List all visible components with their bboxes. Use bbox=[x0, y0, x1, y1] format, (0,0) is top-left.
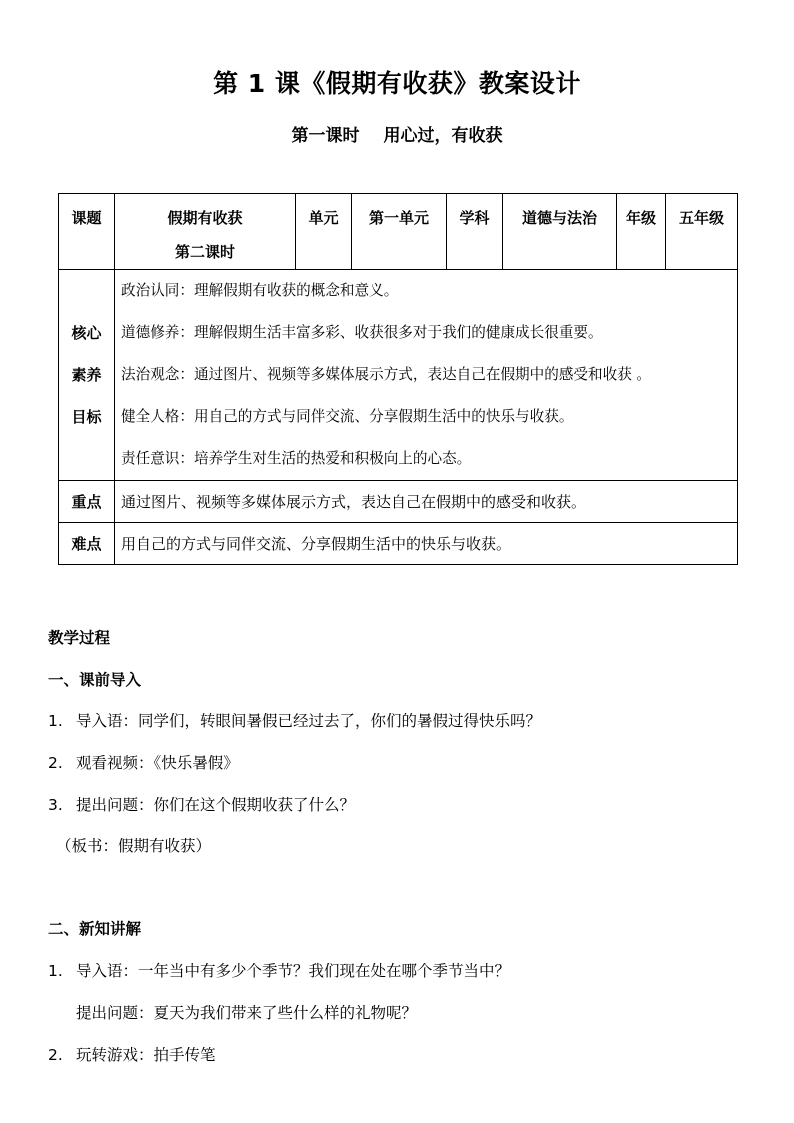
objective-line: 责任意识：培养学生对生活的热爱和积极向上的心态。 bbox=[121, 450, 472, 467]
subtitle-lesson: 第一课时 bbox=[291, 126, 360, 146]
unit-value-cell: 第一单元 bbox=[352, 194, 447, 270]
list-item: 1. 导入语：同学们，转眼间暑假已经过去了，你们的暑假过得快乐吗？ bbox=[48, 712, 542, 730]
list-item: 2. 玩转游戏：拍手传笔 bbox=[48, 1046, 216, 1064]
board-note: （板书：假期有收获） bbox=[56, 837, 212, 855]
objective-line: 政治认同：理解假期有收获的概念和意义。 bbox=[121, 282, 399, 299]
subtitle-theme: 用心过，有收获 bbox=[383, 126, 503, 146]
list-item-subline: 提出问题：夏天为我们带来了些什么样的礼物呢？ bbox=[76, 1004, 418, 1022]
objectives-label-cell: 核心 素养 目标 bbox=[59, 270, 115, 481]
objective-line: 法治观念：通过图片、视频等多媒体展示方式，表达自己在假期中的感受和收获 。 bbox=[121, 366, 652, 383]
key-point-text: 通过图片、视频等多媒体展示方式，表达自己在假期中的感受和收获。 bbox=[115, 481, 738, 523]
course-value-cell: 假期有收获 第二课时 bbox=[115, 194, 296, 270]
list-item: 2. 观看视频：《快乐暑假》 bbox=[48, 754, 239, 772]
section1-heading: 一、课前导入 bbox=[48, 671, 142, 689]
subject-label-cell: 学科 bbox=[447, 194, 503, 270]
course-label-cell: 课题 bbox=[59, 194, 115, 270]
lesson-plan-table bbox=[58, 193, 738, 565]
objective-line: 道德修养：理解假期生活丰富多彩、收获很多对于我们的健康成长很重要。 bbox=[121, 324, 603, 341]
objectives-content-cell bbox=[115, 270, 738, 481]
subject-value-cell: 道德与法治 bbox=[503, 194, 617, 270]
list-item: 1. 导入语：一年当中有多少个季节？我们现在处在哪个季节当中？ bbox=[48, 962, 511, 980]
process-heading: 教学过程 bbox=[48, 629, 111, 647]
difficulty-row bbox=[59, 523, 738, 565]
objective-line: 健全人格：用自己的方式与同伴交流、分享假期生活中的快乐与收获。 bbox=[121, 408, 574, 425]
grade-value-cell: 五年级 bbox=[666, 194, 738, 270]
list-item: 3. 提出问题：你们在这个假期收获了什么？ bbox=[48, 796, 356, 814]
difficulty-label: 难点 bbox=[59, 523, 115, 565]
objectives-row bbox=[59, 270, 738, 481]
grade-label-cell: 年级 bbox=[617, 194, 666, 270]
section2-heading: 二、新知讲解 bbox=[48, 920, 142, 938]
unit-label-cell: 单元 bbox=[296, 194, 352, 270]
document-subtitle bbox=[0, 121, 794, 146]
difficulty-text: 用自己的方式与同伴交流、分享假期生活中的快乐与收获。 bbox=[115, 523, 738, 565]
table-header-row bbox=[59, 194, 738, 270]
document-title: 第 1 课《假期有收获》教案设计 bbox=[213, 69, 581, 98]
key-point-label: 重点 bbox=[59, 481, 115, 523]
key-point-row bbox=[59, 481, 738, 523]
